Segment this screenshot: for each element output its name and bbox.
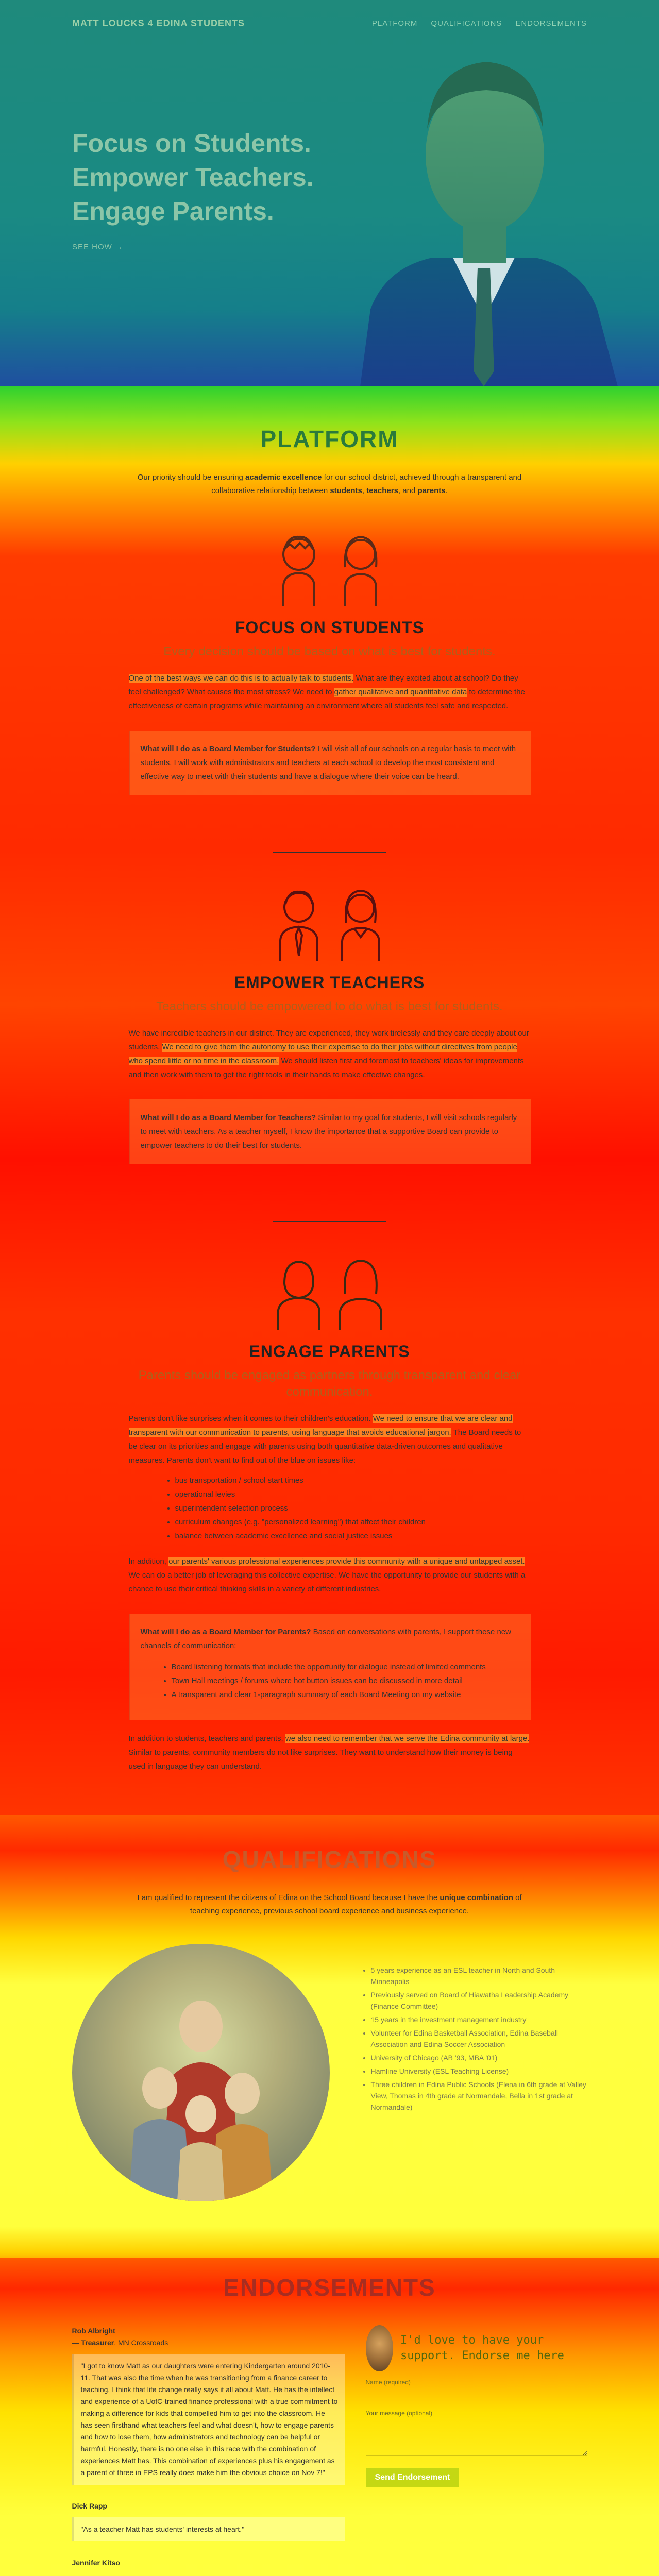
intro-text: Our priority should be ensuring [137, 473, 246, 482]
body-text: In addition to students, teachers and parents, [128, 1734, 285, 1743]
body-text: We should listen first and foremost to teachers' ideas for improvements and then work with them to get the right tools in their hands to make effective changes. [128, 1057, 524, 1079]
list-item: • University of Chicago (AB '93, MBA '01) [371, 2052, 587, 2063]
parents-body [129, 1412, 531, 1467]
testimonial-author: Rob Albright [72, 2327, 115, 2335]
testimonial-author: Jennifer Kitso [72, 2558, 120, 2567]
highlight-text: gather qualitative and quantitative data [334, 688, 467, 697]
nav-link-qualifications[interactable]: QUALIFICATIONS [431, 19, 502, 28]
list-item: • Previously served on Board of Hiawatha Leadership Academy (Finance Committee) [371, 1989, 587, 2012]
intro-text: for our school district, achieved through a transparent and collaborative relationship between [211, 473, 522, 495]
body-text: The Board needs to be clear on its priorities and engage with parents using both quantitative data-driven outcomes and qualitative measures. Parents don't want to find out of the blue on issues like: [128, 1428, 521, 1465]
hero-line-teachers: Empower Teachers. [72, 163, 314, 192]
platform-intro [124, 471, 536, 498]
intro-text: of teaching experience, previous school board experience and business experience. [190, 1893, 522, 1916]
body-text: Similar to parents, community members do not like surprises. They want to understand how their money is being used in language they can understand. [128, 1748, 513, 1771]
parents-closing [129, 1732, 531, 1773]
list-item: • Volunteer for Edina Basketball Association, Edina Baseball Association and Edina Soccer Association [371, 2027, 587, 2050]
qualifications-title: QUALIFICATIONS [222, 1846, 437, 1873]
body-text: We have incredible teachers in our district. They are experienced, they work tirelessly and they care deeply about our students. [128, 1029, 529, 1052]
parents-subtitle: Parents should be engaged as partners through transparent and clear communication. [138, 1368, 521, 1399]
testimonial-quote: "As a teacher Matt has students' interests at heart." [72, 2517, 345, 2541]
pillar-teachers [129, 884, 531, 1222]
list-item: • operational levies [175, 1487, 531, 1501]
intro-emphasis: unique combination [440, 1893, 513, 1902]
parents-callout [129, 1614, 531, 1720]
mother-icon [335, 1252, 386, 1330]
pillar-students [129, 529, 531, 853]
candidate-portrait [340, 0, 628, 386]
hero-line-students: Focus on Students. [72, 129, 311, 158]
boy-student-icon [273, 529, 325, 606]
message-label: Your message (optional) [365, 2410, 433, 2417]
list-item: • Three children in Edina Public Schools (Elena in 6th grade at Valley View, Thomas in 4th grade at Normandale, Bella in 1st grade at Normandale) [371, 2079, 587, 2113]
platform-title: PLATFORM [260, 426, 399, 452]
qualifications-intro [124, 1891, 536, 1918]
list-item: • curriculum changes (e.g. "personalized learning") that affect their children [175, 1515, 531, 1529]
message-input[interactable] [366, 2417, 587, 2456]
teachers-body [129, 1026, 531, 1082]
role-text: — [72, 2338, 81, 2347]
teachers-icons [129, 884, 531, 961]
father-icon [273, 1252, 325, 1330]
site-brand[interactable]: MATT LOUCKS 4 EDINA STUDENTS [72, 18, 245, 28]
pillar-parents [129, 1252, 531, 1773]
list-item: • superintendent selection process [175, 1501, 531, 1515]
teachers-title: EMPOWER TEACHERS [234, 973, 425, 992]
callout-text: Based on conversations with parents, I support these new channels of communication: [140, 1628, 511, 1650]
callout-text: I will visit all of our schools on a regular basis to meet with students. I will work with administrators and teachers at each school to develop the most consistent and effective way to meet with their students and have a dialogue where their voice can be heard. [140, 744, 516, 781]
role-text: , MN Crossroads [114, 2338, 168, 2347]
testimonials [72, 2325, 345, 2569]
platform-section [0, 386, 659, 1815]
highlight-text: We need to ensure that we are clear and transparent with our communication to parents, using language that avoids educational jargon. [128, 1414, 513, 1437]
hero-copy [72, 126, 314, 252]
testimonial-role [72, 2337, 345, 2349]
intro-text: I am qualified to represent the citizens of Edina on the School Board because I have the [137, 1893, 440, 1902]
body-text: In addition, [128, 1557, 169, 1566]
see-how-link[interactable]: SEE HOW → [72, 243, 124, 251]
list-item: • 15 years in the investment management industry [371, 2014, 587, 2025]
parents-body-2 [129, 1554, 531, 1596]
teachers-subtitle: Teachers should be empowered to do what is best for students. [156, 999, 503, 1013]
family-photo [72, 1944, 330, 2201]
parents-channel-list [172, 1660, 520, 1702]
endorsement-form [366, 2325, 587, 2569]
intro-emphasis: students [330, 486, 362, 495]
endorsements-section [0, 2258, 659, 2576]
parents-issue-list [175, 1473, 531, 1543]
endorsements-grid [72, 2325, 587, 2569]
avatar [366, 2325, 394, 2371]
list-item: • Hamline University (ESL Teaching License) [371, 2065, 587, 2077]
list-item: • balance between academic excellence and social justice issues [175, 1529, 531, 1543]
intro-text: . [445, 486, 448, 495]
qualifications-list [361, 1944, 587, 2201]
testimonial-author: Dick Rapp [72, 2502, 107, 2510]
highlight-text: One of the best ways we can do this is to actually talk to students. [128, 674, 354, 683]
list-item: • bus transportation / school start times [175, 1473, 531, 1487]
testimonial [72, 2500, 345, 2541]
list-item: • 5 years experience as an ESL teacher in North and South Minneapolis [371, 1964, 587, 1987]
form-tagline: I'd love to have your support. Endorse me here [400, 2334, 564, 2362]
hero-headline [72, 126, 314, 228]
qualifications-section [0, 1815, 659, 2258]
name-input[interactable] [366, 2386, 587, 2402]
body-text: What are they excited about at school? Do they feel challenged? What causes the most stress? We need to [128, 674, 518, 697]
parents-icons [129, 1252, 531, 1330]
list-item: • A transparent and clear 1-paragraph summary of each Board Meeting on my website [172, 1688, 520, 1702]
list-item: • Board listening formats that include the opportunity for dialogue instead of limited comments [172, 1660, 520, 1674]
section-divider [273, 852, 386, 853]
testimonial [72, 2325, 345, 2485]
callout-question: What will I do as a Board Member for Parents? [140, 1628, 311, 1636]
top-navigation [0, 0, 659, 46]
students-title: FOCUS ON STUDENTS [234, 618, 425, 637]
callout-question: What will I do as a Board Member for Teachers? [140, 1113, 316, 1122]
testimonial [72, 2557, 345, 2569]
girl-student-icon [335, 529, 386, 606]
qualifications-grid [72, 1944, 587, 2201]
callout-question: What will I do as a Board Member for Students? [140, 744, 316, 753]
highlight-text: our parents' various professional experiences provide this community with a unique and untapped asset. [168, 1557, 525, 1566]
hero-line-parents: Engage Parents. [72, 197, 274, 226]
students-callout [129, 731, 531, 795]
students-icons [129, 529, 531, 606]
students-subtitle: Every decision should be based on what is best for students. [163, 645, 496, 658]
body-text: to determine the effectiveness of certain programs while maintaining an environment where all students feel safe and respected. [128, 688, 525, 710]
family-photo-illustration [72, 1944, 330, 2201]
intro-text: , [362, 486, 367, 495]
teachers-callout [129, 1099, 531, 1164]
intro-emphasis: parents [417, 486, 446, 495]
male-teacher-icon [273, 884, 325, 961]
role-title: Treasurer [81, 2338, 114, 2347]
intro-text: , and [398, 486, 418, 495]
highlight-text: We need to give them the autonomy to use their expertise to do their jobs without directives from people who spend little or no time in the classroom. [128, 1043, 517, 1065]
highlight-text: we also need to remember that we serve the Edina community at large. [285, 1734, 530, 1743]
form-header [366, 2325, 587, 2371]
intro-emphasis: teachers [366, 486, 398, 495]
list-item: • Town Hall meetings / forums where hot button issues can be discussed in more detail [172, 1674, 520, 1688]
nav-link-platform[interactable]: PLATFORM [371, 19, 418, 28]
parents-title: ENGAGE PARENTS [249, 1342, 410, 1361]
callout-text: Similar to my goal for students, I will visit schools regularly to meet with teachers. As a teacher myself, I know the importance that a supportive Board can provide to empower teachers to do their best for students. [140, 1113, 517, 1150]
body-text: We can do a better job of leveraging this collective expertise. We have the opportunity to provide our students with a chance to use their critical thinking skills in a variety of different industries. [128, 1571, 526, 1594]
intro-emphasis: academic excellence [245, 473, 322, 482]
hero [0, 0, 659, 386]
hero-photo [340, 0, 628, 386]
send-endorsement-button[interactable]: Send Endorsement [366, 2468, 460, 2487]
name-label: Name (required) [365, 2379, 411, 2386]
testimonial-quote: "I got to know Matt as our daughters were entering Kindergarten around 2010-11. That was also the time when he was transitioning from a finance career to teaching. I think that life change really says it all about Matt. He has the intellect and experience of a UofC-trained finance professional with a true commitment to making a difference for kids that compelled him to get into the classroom. He has seen firsthand what teachers feel and what doesn't, how to engage parents and how to lose them, how administrators and technology can be helpful or harmful. Honestly, there is no one else in this race with the combination of experiences Matt has. This combination of experiences plus his engagement as a parent of three in EPS really does make him the obvious choice on Nov 7!" [72, 2354, 345, 2485]
nav-link-endorsements[interactable]: ENDORSEMENTS [515, 19, 587, 28]
body-text: Parents don't like surprises when it comes to their children's education. [128, 1414, 373, 1423]
students-body [129, 671, 531, 713]
nav-links [372, 19, 587, 28]
endorsements-title: ENDORSEMENTS [223, 2274, 436, 2301]
female-teacher-icon [335, 884, 386, 961]
section-divider [273, 1221, 386, 1222]
